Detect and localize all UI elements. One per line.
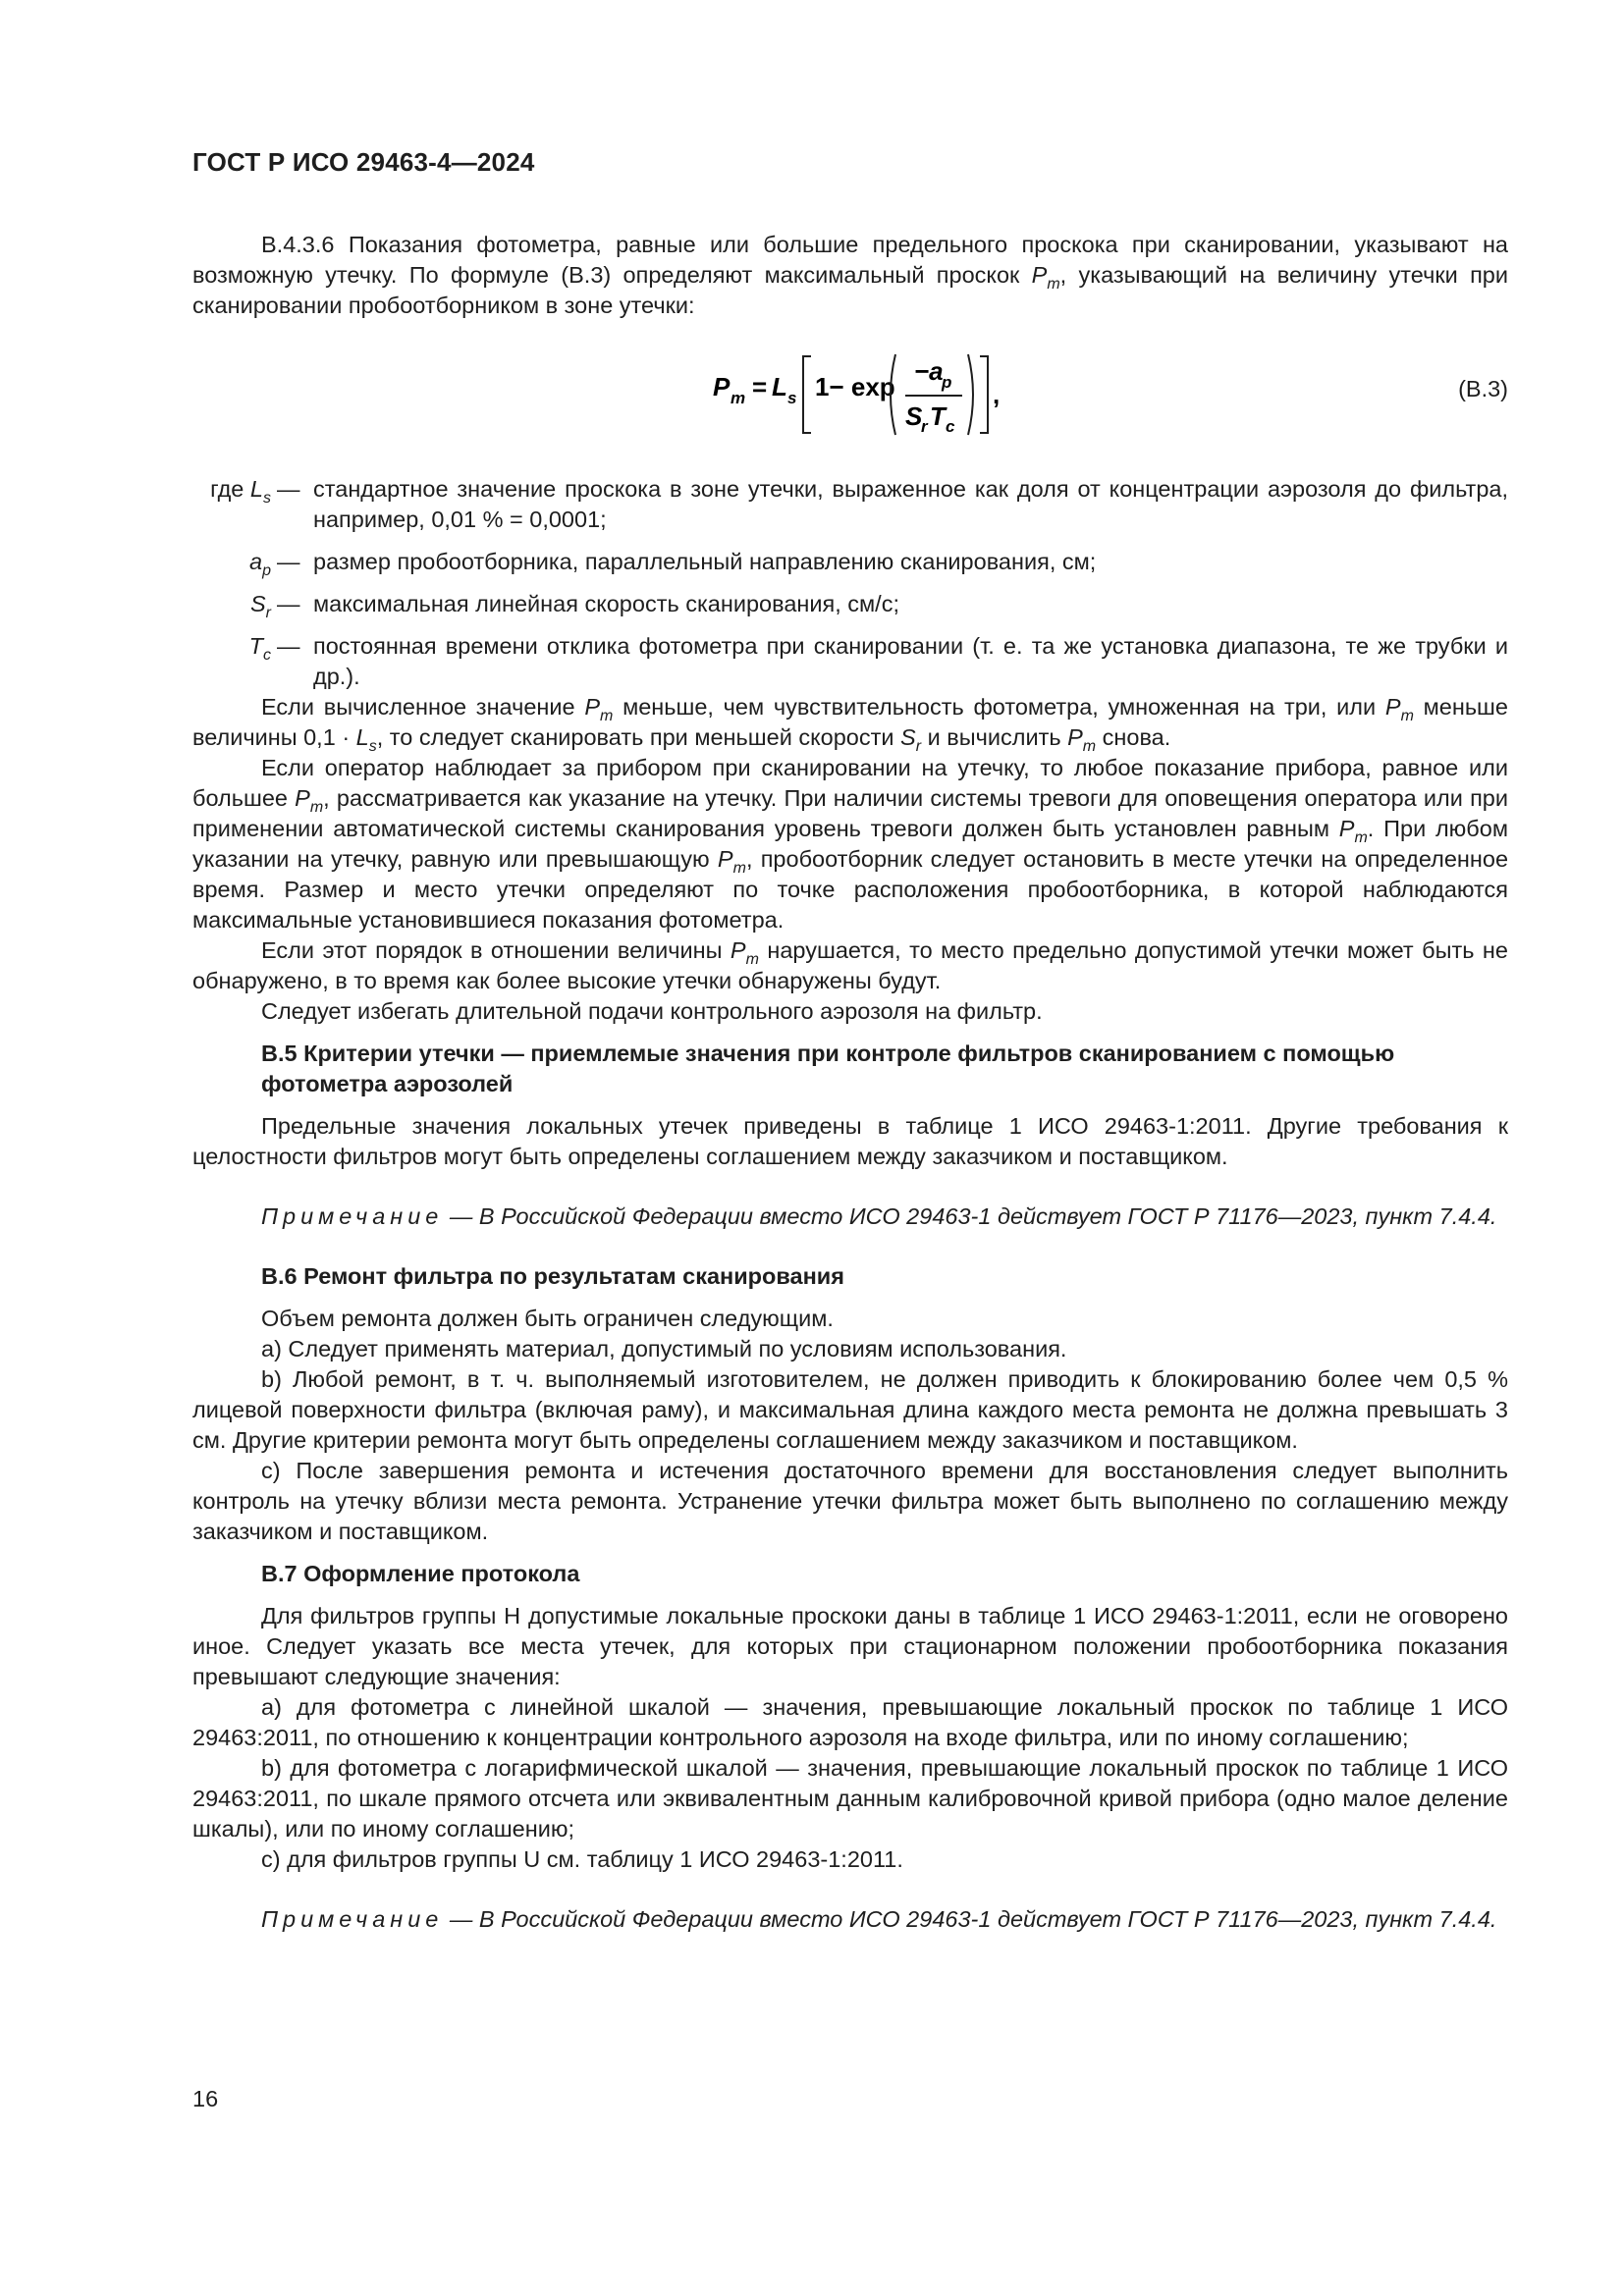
svg-text:−a: −a (914, 356, 944, 386)
variable-definitions (192, 474, 1508, 692)
section-b6-item-a: a) Следует применять материал, допустимый по условиям использования. (261, 1336, 1067, 1362)
section-b5-title: В.5 Критерии утечки — приемлемые значения при контроле фильтров сканированием с помощью фотометра аэрозолей (261, 1041, 1395, 1096)
paragraph-b436: В.4.3.6 Показания фотометра, равные или большие предельного проскока при сканировании, указывают на возможную утечку. По формуле (В.3) определяют максимальный проскок $P_m$, указывающий на величину утечки при сканировании пробоотборником в зоне утечки: (192, 232, 1508, 318)
definition-ls: где $L_s$ — стандартное значение проскока в зоне утечки, выраженное как доля от концентрации аэрозоля до фильтра, например, 0,01 % = 0,0001; (210, 476, 1508, 532)
paragraph-operator: Если оператор наблюдает за прибором при сканировании на утечку, то любое показание прибора, равное или большее $P_m$, рассматривается как указание на утечку. При наличии системы тревоги для оповещения оператора или при применении автоматической системы сканирования уровень тревоги должен быть установлен равным $P_m$. При любом указании на утечку, равную или превышающую $P_m$, пробоотборник следует остановить в месте утечки на определенное время. Размер и место утечки определяют по точке расположения пробоотборника, в которой наблюдаются максимальные установившиеся показания фотометра. (192, 755, 1509, 933)
svg-text:m: m (731, 389, 746, 407)
section-b7-item-b: b) для фотометра с логарифмической шкалой — значения, превышающие локальный проскок по таблице 1 ИСО 29463:2011, по шкале прямого отсчета или эквивалентным данным калибровочной кривой прибора (одно малое деление шкалы), или по иному соглашению; (192, 1755, 1508, 1842)
page-number: 16 (192, 2086, 219, 2111)
section-b6-item-b: b) Любой ремонт, в т. ч. выполняемый изготовителем, не должен приводить к блокированию более чем 0,5 % лицевой поверхности фильтра (включая раму), и максимальная длина каждого места ремонта не должна превышать 3 см. Другие критерии ремонта могут быть определены соглашением между заказчиком и поставщиком. (192, 1366, 1508, 1453)
section-b7-intro: Для фильтров группы Н допустимые локальные проскоки даны в таблице 1 ИСО 29463-1:2011, если не оговорено иное. Следует указать все места утечек, для которых при стационарном положении пробоотборника показания превышают следующие значения: (192, 1603, 1508, 1689)
section-b7-title: В.7 Оформление протокола (261, 1561, 580, 1586)
document-header: ГОСТ Р ИСО 29463-4—2024 (192, 147, 535, 177)
equation-number: (В.3) (1458, 376, 1508, 401)
section-b7-note: Примечание — В Российской Федерации вместо ИСО 29463-1 действует ГОСТ Р 71176—2023, пункт 7.4.4. (261, 1906, 1497, 1932)
definition-ap: $a_p$ — размер пробоотборника, параллельный направлению сканирования, см; (249, 549, 1097, 579)
section-b5-text: Предельные значения локальных утечек приведены в таблице 1 ИСО 29463-1:2011. Другие требования к целостности фильтров могут быть определены соглашением между заказчиком и поставщиком. (192, 1113, 1508, 1169)
paragraph-avoid: Следует избегать длительной подачи контрольного аэрозоля на фильтр. (261, 998, 1043, 1024)
svg-text:P: P (713, 372, 731, 401)
svg-text:S: S (905, 401, 923, 431)
svg-text:=: = (752, 372, 768, 401)
formula-expression (713, 335, 1007, 453)
svg-text:,: , (993, 380, 1001, 409)
svg-text:1− exp: 1− exp (815, 372, 895, 401)
definition-tc: $T_c$ — постоянная времени отклика фотометра при сканировании (т. е. та же установка диапазона, те же трубки и др.). (248, 633, 1508, 689)
formula-b3 (192, 335, 1508, 453)
section-b6-intro: Объем ремонта должен быть ограничен следующим. (261, 1306, 834, 1331)
section-b6-title: В.6 Ремонт фильтра по результатам сканирования (261, 1263, 844, 1289)
svg-text:r: r (921, 417, 928, 436)
svg-text:T: T (930, 401, 946, 431)
document-page (192, 145, 1508, 1935)
section-b7-item-a: a) для фотометра с линейной шкалой — значения, превышающие локальный проскок по таблице 1 ИСО 29463:2011, по отношению к концентрации контрольного аэрозоля на входе фильтра, или по иному соглашению; (192, 1694, 1508, 1750)
svg-text:L: L (772, 372, 787, 401)
section-b6-item-c: c) После завершения ремонта и истечения достаточного времени для восстановления следует выполнить контроль на утечку вблизи места ремонта. Устранение утечки фильтра может быть выполнено по соглашению между заказчиком и поставщиком. (192, 1458, 1508, 1544)
paragraph-order: Если этот порядок в отношении величины $P_m$ нарушается, то место предельно допустимой утечки может быть не обнаружено, в то время как более высокие утечки обнаружены будут. (192, 937, 1508, 993)
svg-text:s: s (787, 389, 797, 407)
section-b7-item-c: c) для фильтров группы U см. таблицу 1 ИСО 29463-1:2011. (261, 1846, 903, 1872)
section-b5-note: Примечание — В Российской Федерации вместо ИСО 29463-1 действует ГОСТ Р 71176—2023, пункт 7.4.4. (261, 1203, 1497, 1229)
definition-sr: $S_r$ — максимальная линейная скорость сканирования, см/с; (249, 591, 899, 621)
svg-text:p: p (942, 373, 952, 392)
svg-text:c: c (946, 417, 955, 436)
paragraph-if-pm: Если вычисленное значение $P_m$ меньше, чем чувствительность фотометра, умноженная на три, или $P_m$ меньше величины $0,1 \cdot L_s$, то следует сканировать при меньшей скорости $S_r$ и вычислить $P_m$ снова. (192, 694, 1508, 755)
